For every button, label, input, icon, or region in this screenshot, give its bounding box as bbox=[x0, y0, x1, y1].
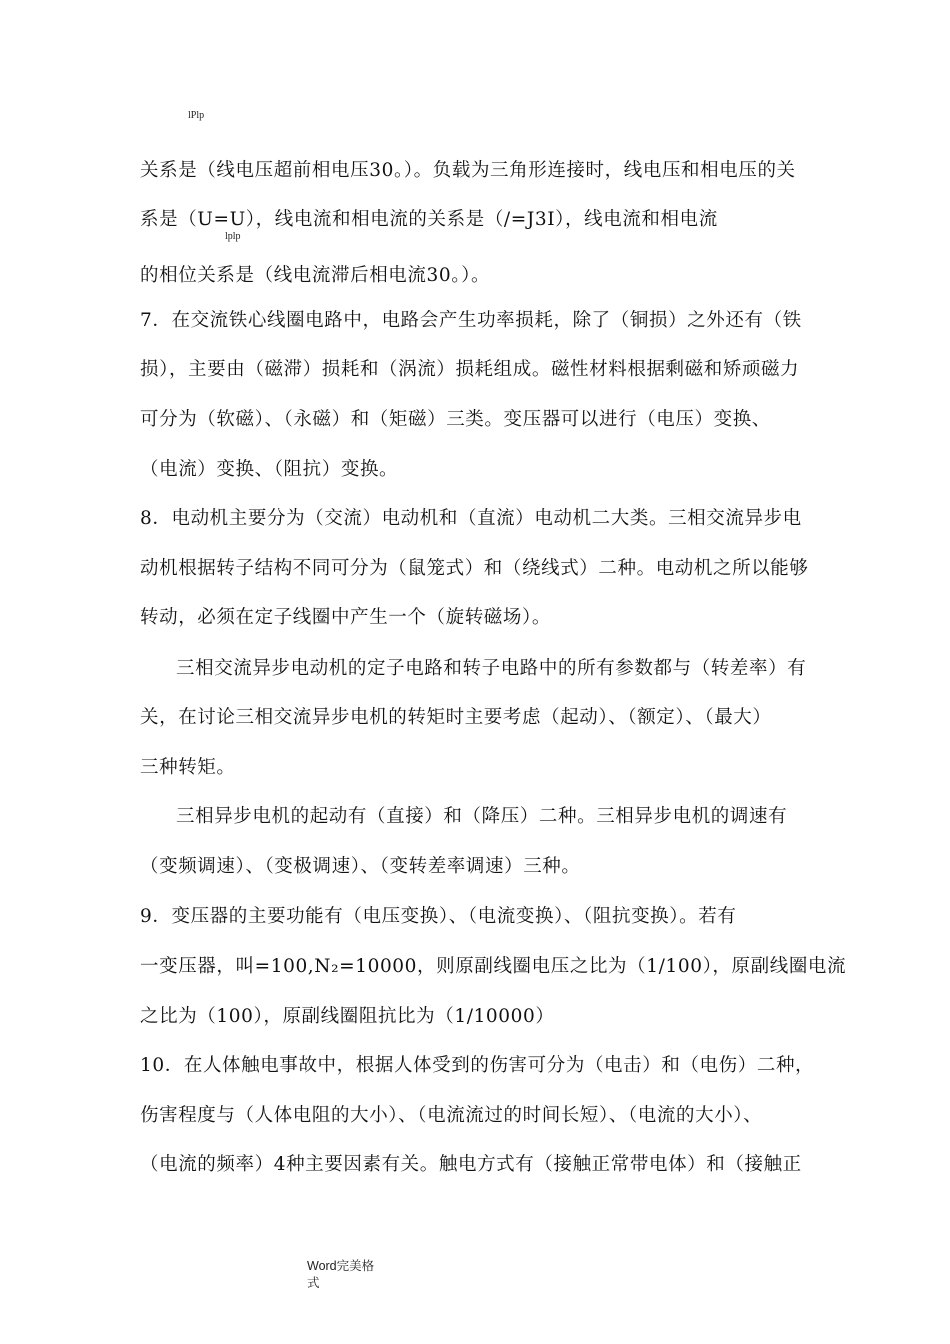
text-line-21: （电流的频率）4种主要因素有关。触电方式有（接触正常带电体）和（接触正 bbox=[140, 1154, 802, 1175]
text-line-12: 关，在讨论三相交流异步电机的转矩时主要考虑（起动）、（额定）、（最大） bbox=[140, 707, 772, 728]
text-line-18: 之比为（100），原副线圈阻抗比为（1/10000） bbox=[140, 1006, 555, 1027]
text-line-11: 三相交流异步电动机的定子电路和转子电路中的所有参数都与（转差率）有 bbox=[176, 658, 807, 679]
footer-line-2: 式 bbox=[307, 1276, 320, 1290]
text-line-17: 一变压器，叫=100,N₂=10000，则原副线圈电压之比为（1/100），原副线圈电流 bbox=[140, 956, 847, 977]
text-line-19: 10．在人体触电事故中，根据人体受到的伤害可分为（电击）和（电伤）二种， bbox=[140, 1055, 815, 1076]
text-line-8: 8．电动机主要分为（交流）电动机和（直流）电动机二大类。三相交流异步电 bbox=[140, 508, 802, 529]
subscript-fragment-top: lPlp bbox=[188, 110, 205, 121]
text-line-5: 损），主要由（磁滞）损耗和（涡流）损耗组成。磁性材料根据剩磁和矫顽磁力 bbox=[140, 359, 800, 380]
text-line-9: 动机根据转子结构不同可分为（鼠笼式）和（绕线式）二种。电动机之所以能够 bbox=[140, 558, 809, 579]
text-line-6: 可分为（软磁）、（永磁）和（矩磁）三类。变压器可以进行（电压）变换、 bbox=[140, 409, 771, 430]
text-line-10: 转动，必须在定子线圈中产生一个（旋转磁场）。 bbox=[140, 607, 551, 628]
text-line-14: 三相异步电机的起动有（直接）和（降压）二种。三相异步电机的调速有 bbox=[176, 806, 788, 827]
text-line-2: 系是（U=U），线电流和相电流的关系是（/=J3I），线电流和相电流 bbox=[140, 209, 718, 230]
text-line-16: 9．变压器的主要功能有（电压变换）、（电流变换）、（阻抗变换）。若有 bbox=[140, 906, 737, 927]
footer-line-1: Word完美格 bbox=[307, 1259, 375, 1273]
text-line-7: （电流）变换、（阻抗）变换。 bbox=[140, 459, 399, 480]
subscript-fragment: lplp bbox=[225, 231, 241, 242]
text-line-1: 关系是（线电压超前相电压30。）。负载为三角形连接时，线电压和相电压的关 bbox=[140, 160, 796, 181]
text-line-13: 三种转矩。 bbox=[140, 757, 236, 778]
text-line-20: 伤害程度与（人体电阻的大小）、（电流流过的时间长短）、（电流的大小）、 bbox=[140, 1105, 763, 1126]
text-line-15: （变频调速）、（变极调速）、（变转差率调速）三种。 bbox=[140, 856, 581, 877]
text-line-3: 的相位关系是（线电流滞后相电流30。）。 bbox=[140, 265, 491, 286]
text-line-4: 7．在交流铁心线圈电路中，电路会产生功率损耗，除了（铜损）之外还有（铁 bbox=[140, 310, 802, 331]
